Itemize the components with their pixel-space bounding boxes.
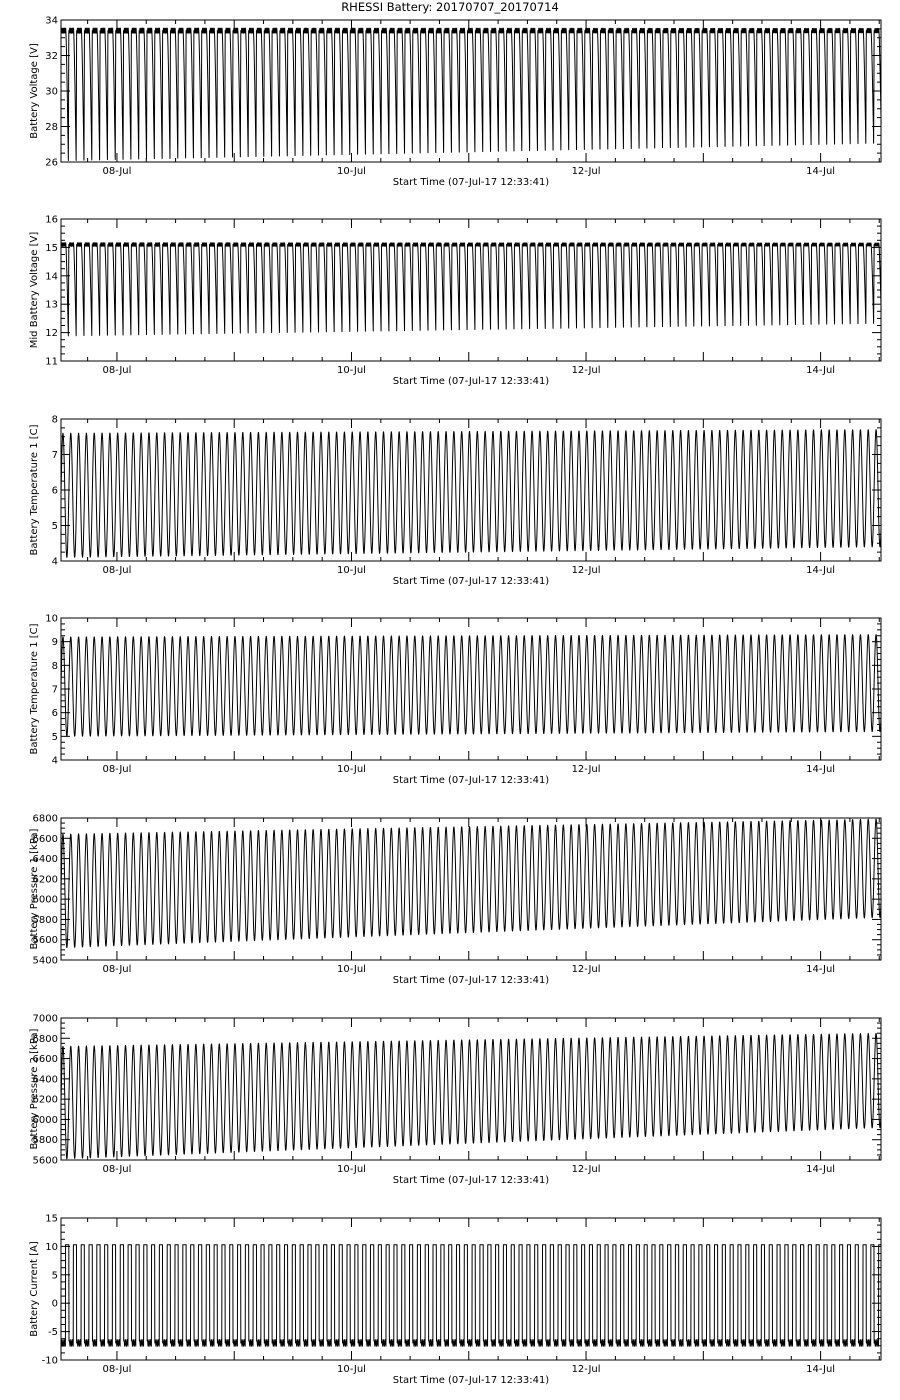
figure-title: RHESSI Battery: 20170707_20170714 (341, 0, 559, 14)
y-tick-label: 14 (45, 271, 58, 283)
series-line (61, 243, 881, 336)
x-axis-label: Start Time (07-Jul-17 12:33:41) (392, 1175, 550, 1186)
x-tick-label: 08-Jul (102, 565, 132, 576)
y-tick-label: 34 (45, 15, 58, 27)
y-tick-label: 5600 (32, 935, 58, 947)
x-tick-label: 10-Jul (337, 565, 366, 576)
x-tick-label: 14-Jul (806, 166, 836, 177)
y-tick-label: 15 (45, 1213, 58, 1225)
y-tick-label: 11 (45, 356, 58, 368)
series-line (61, 1033, 881, 1158)
y-axis-label: Battery Pressure 1 [kPa] (29, 828, 40, 950)
x-tick-label: 14-Jul (806, 365, 836, 376)
y-tick-label: 5 (51, 521, 58, 532)
series-line (61, 1245, 881, 1347)
plot-panel-4 (29, 614, 881, 787)
y-tick-label: 7 (51, 450, 58, 461)
y-tick-label: 6600 (32, 1054, 58, 1066)
y-tick-label: 5 (51, 731, 58, 743)
y-tick-label: 0 (51, 1298, 58, 1310)
y-tick-label: 7 (51, 684, 58, 696)
y-tick-label: 12 (45, 328, 58, 340)
x-tick-label: 08-Jul (102, 365, 132, 376)
x-tick-label: 10-Jul (337, 365, 366, 376)
y-tick-label: 5400 (32, 955, 58, 967)
y-tick-label: 4 (51, 755, 58, 767)
x-tick-label: 10-Jul (337, 1364, 366, 1375)
series-line (61, 28, 881, 160)
y-tick-label: 6600 (32, 833, 58, 845)
x-tick-label: 10-Jul (337, 1164, 366, 1175)
y-tick-label: 8 (51, 414, 58, 426)
y-axis-label: Battery Pressure 2 [kPa] (29, 1028, 40, 1150)
y-tick-label: -5 (48, 1327, 58, 1339)
x-axis-label: Start Time (07-Jul-17 12:33:41) (392, 775, 550, 786)
series-line (61, 635, 881, 737)
x-tick-label: 10-Jul (337, 166, 366, 177)
y-tick-label: 6000 (32, 894, 58, 906)
y-axis-label: Battery Temperature 1 [C] (29, 424, 40, 556)
plot-panel-3 (29, 415, 881, 588)
x-tick-label: 12-Jul (571, 365, 601, 376)
y-tick-label: 28 (45, 122, 58, 133)
y-tick-label: 5800 (32, 1135, 58, 1147)
y-tick-label: 6800 (32, 813, 58, 825)
y-tick-label: -10 (41, 1355, 58, 1367)
y-axis-label: Battery Current [A] (29, 1241, 40, 1337)
y-axis-label: Battery Voltage [V] (29, 43, 40, 139)
y-tick-label: 32 (45, 51, 58, 62)
plot-frame (61, 1218, 881, 1360)
x-tick-label: 08-Jul (102, 1164, 132, 1175)
y-axis-label: Mid Battery Voltage [V] (29, 231, 40, 349)
y-tick-label: 6400 (32, 1074, 58, 1086)
plot-frame (61, 219, 881, 361)
x-axis-label: Start Time (07-Jul-17 12:33:41) (392, 177, 550, 188)
y-tick-label: 6200 (32, 1094, 58, 1106)
y-tick-label: 5 (51, 1270, 58, 1282)
plot-panel-2 (29, 215, 881, 388)
series-line (61, 819, 881, 948)
y-tick-label: 6 (51, 485, 58, 497)
x-axis-label: Start Time (07-Jul-17 12:33:41) (392, 576, 550, 587)
y-tick-label: 15 (45, 242, 58, 254)
plot-panel-6 (29, 1014, 881, 1187)
y-tick-label: 6800 (32, 1033, 58, 1045)
plot-frame (61, 20, 881, 162)
y-tick-label: 30 (45, 86, 58, 98)
y-tick-label: 9 (51, 637, 58, 649)
x-axis-label: Start Time (07-Jul-17 12:33:41) (392, 975, 550, 986)
y-tick-label: 7000 (32, 1013, 58, 1025)
y-tick-label: 26 (45, 157, 58, 169)
y-tick-label: 4 (51, 556, 58, 568)
x-axis-label: Start Time (07-Jul-17 12:33:41) (392, 1375, 550, 1386)
x-tick-label: 12-Jul (571, 166, 601, 177)
y-tick-label: 10 (45, 613, 58, 625)
x-tick-label: 12-Jul (571, 964, 601, 975)
y-tick-label: 16 (45, 214, 58, 226)
y-tick-label: 8 (51, 660, 58, 672)
y-tick-label: 6400 (32, 854, 58, 866)
y-tick-label: 6200 (32, 874, 58, 886)
x-tick-label: 14-Jul (806, 1364, 836, 1375)
x-tick-label: 08-Jul (102, 1364, 132, 1375)
x-tick-label: 14-Jul (806, 1164, 836, 1175)
x-tick-label: 14-Jul (806, 764, 836, 775)
y-tick-label: 6 (51, 708, 58, 720)
plot-panel-5 (29, 814, 881, 987)
x-tick-label: 08-Jul (102, 964, 132, 975)
x-tick-label: 12-Jul (571, 1364, 601, 1375)
x-tick-label: 12-Jul (571, 764, 601, 775)
x-tick-label: 12-Jul (571, 565, 601, 576)
y-tick-label: 5600 (32, 1155, 58, 1167)
y-axis-label: Battery Temperature 1 [C] (29, 623, 40, 755)
x-tick-label: 14-Jul (806, 565, 836, 576)
x-tick-label: 14-Jul (806, 964, 836, 975)
x-tick-label: 08-Jul (102, 764, 132, 775)
plot-panel-7 (29, 1214, 881, 1387)
y-tick-label: 5800 (32, 914, 58, 926)
plot-panel-1 (29, 16, 881, 189)
series-line (61, 430, 881, 558)
y-tick-label: 10 (45, 1241, 58, 1253)
x-axis-label: Start Time (07-Jul-17 12:33:41) (392, 376, 550, 387)
y-tick-label: 6000 (32, 1114, 58, 1126)
x-tick-label: 08-Jul (102, 166, 132, 177)
x-tick-label: 12-Jul (571, 1164, 601, 1175)
y-tick-label: 13 (45, 299, 58, 311)
x-tick-label: 10-Jul (337, 764, 366, 775)
x-tick-label: 10-Jul (337, 964, 366, 975)
